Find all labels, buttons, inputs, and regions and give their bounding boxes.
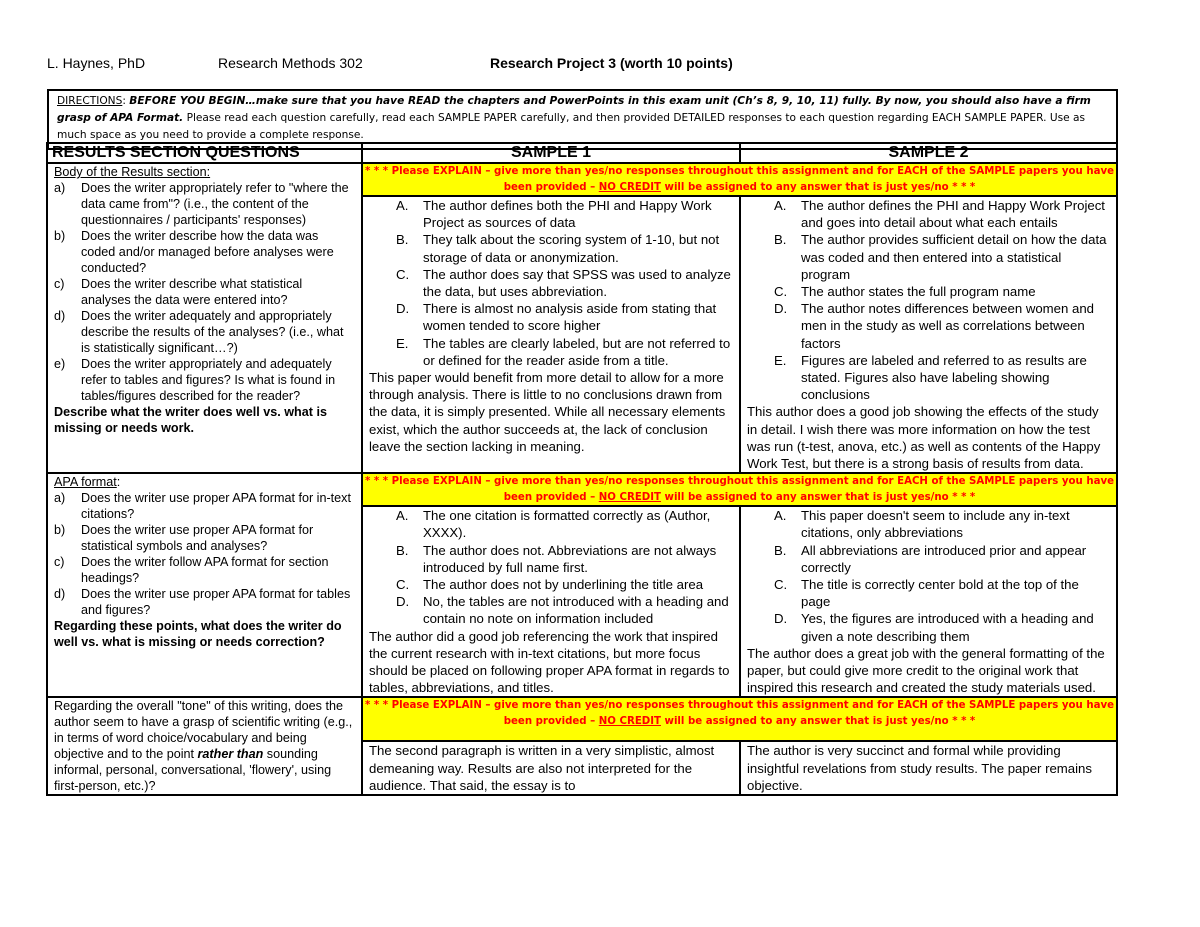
apa-sample2-answer: [740, 506, 1117, 697]
results-questions: [47, 163, 362, 473]
course-name: Research Methods 302: [218, 55, 363, 71]
answer-item: B. All abbreviations are introduced prior and appear correctly: [774, 542, 1087, 575]
answer-item: E. The tables are clearly labeled, but are not referred to or defined for the reader aside from a title.: [396, 335, 731, 368]
results-sample1-answer: [362, 196, 740, 473]
answer-summary: The author does a great job with the general formatting of the paper, but could give more credit to the original work that inspired this research and created the study materials used.: [747, 645, 1105, 696]
answer-item: C. The author states the full program name: [774, 284, 1036, 300]
questions-table: [46, 142, 1118, 796]
apa-question-title: APA format: [54, 475, 117, 490]
page-header: [47, 55, 1113, 75]
question-item: b) Does the writer describe how the data was coded and/or managed before analyses were conducted?: [54, 229, 334, 275]
answer-item: B. The author does not. Abbreviations are not always introduced by full name first.: [396, 542, 717, 575]
answer-item: A. This paper doesn't seem to include any in-text citations, only abbreviations: [774, 508, 1070, 541]
directions-label: DIRECTIONS: [57, 95, 123, 107]
question-item: c) Does the writer follow APA format for section headings?: [54, 555, 329, 586]
apa-prompt: Regarding these points, what does the writer do well vs. what is missing or needs correction?: [54, 619, 342, 650]
answer-item: C. The author does say that SPSS was used to analyze the data, but uses abbreviation.: [396, 266, 731, 300]
sample1-header: SAMPLE 1: [362, 143, 740, 163]
answer-item: D. There is almost no analysis aside from stating that women tended to score higher: [396, 301, 717, 334]
answer-item: D. No, the tables are not introduced with a heading and contain no note on information included: [396, 594, 729, 627]
results-prompt: Describe what the writer does well vs. what is missing or needs work.: [54, 405, 327, 435]
answer-item: D. Yes, the figures are introduced with a heading and given a note describing them: [774, 611, 1094, 644]
tone-sample2-answer: The author is very succinct and formal while providing insightful revelations from study results. The paper remains objective.: [740, 741, 1117, 795]
question-item: e) Does the writer appropriately and adequately refer to tables and figures? Is what is found in tables/figures described for the reader?: [54, 357, 336, 403]
directions-box: DIRECTIONS: BEFORE YOU BEGIN…make sure that you have READ the chapters and PowerPoints in this exam unit (Ch’s 8, 9, 10, 11) fully. By now, you should also have a firm grasp of APA Format. Please read each question carefully, read each SAMPLE PAPER carefully, and then provided DETAILED responses to each question regarding EACH SAMPLE PAPER. Use as much space as you need to provide a complete response.: [47, 89, 1118, 150]
answer-item: B. They talk about the scoring system of 1-10, but not storage of data or anonymization.: [396, 232, 720, 265]
warning-banner: * * * Please EXPLAIN – give more than yes/no responses throughout this assignment and for EACH of the SAMPLE papers you have been provided – NO CREDIT will be assigned to any answer that is just yes/no * * *: [362, 473, 1117, 506]
sample2-header: SAMPLE 2: [740, 143, 1117, 163]
answer-item: A. The one citation is formatted correctly as (Author, XXXX).: [396, 508, 711, 541]
directions-emphasis: BEFORE YOU BEGIN…make sure that you have READ the chapters and PowerPoints in this exam unit (Ch’s 8, 9, 10, 11) fully. By now, you should also have a firm grasp of APA Format.: [57, 95, 1091, 124]
answer-item: A. The author defines both the PHI and Happy Work Project as sources of data: [396, 198, 712, 231]
results-sample2-answer: [740, 196, 1117, 473]
apa-questions: APA format: a) Does the writer use proper APA format for in-text citations? b) Does the writer use proper APA format for statistical symbols and analyses? c) Does the writer follow APA format for section headings? d) Does the writer use proper APA format for tables and figures? Regarding these points, what does the writer do well vs. what is missing or needs correction?: [47, 473, 362, 697]
answer-summary: This author does a good job showing the effects of the study in detail. I wish there was more information on how the test was run (t-test, anova, etc.) as well as contents of the Happy Work Test, but there is a strong basis of results from data.: [747, 404, 1101, 472]
answer-summary: The author did a good job referencing the work that inspired the current research with in-text citations, but more focus should be placed on following proper APA format in regards to tables, abbreviations, and titles.: [369, 628, 730, 696]
tone-sample1-answer: The second paragraph is written in a very simplistic, almost demeaning way. Results are also not interpreted for the audience. That said, the essay is to: [362, 741, 740, 795]
tone-question: Regarding the overall "tone" of this writing, does the author seem to have a grasp of scientific writing (e.g., in terms of word choice/vocabulary and being objective and to the point rather than sounding informal, personal, conversational, 'flowery', using first-person, etc.)?: [47, 697, 362, 795]
answer-item: C. The author does not by underlining the title area: [396, 577, 704, 593]
question-item: a) Does the writer use proper APA format for in-text citations?: [54, 491, 351, 522]
question-item: d) Does the writer use proper APA format for tables and figures?: [54, 587, 351, 618]
directions-body: Please read each question carefully, read each SAMPLE PAPER carefully, and then provided DETAILED responses to each question regarding EACH SAMPLE PAPER. Use as much space as you need to provide a complete response.: [57, 112, 1085, 141]
question-item: d) Does the writer adequately and appropriately describe the results of the analyses? (i.e., what is statistically significant…?): [54, 309, 344, 355]
answer-item: C. The title is correctly center bold at the top of the page: [774, 577, 1079, 610]
assignment-title: Research Project 3 (worth 10 points): [490, 55, 733, 71]
questions-header: RESULTS SECTION QUESTIONS: [47, 143, 362, 163]
results-question-title: Body of the Results section:: [54, 165, 211, 179]
question-item: c) Does the writer describe what statistical analyses the data were entered into?: [54, 277, 303, 307]
question-item: b) Does the writer use proper APA format for statistical symbols and analyses?: [54, 523, 314, 554]
warning-banner: * * * Please EXPLAIN – give more than yes/no responses throughout this assignment and for EACH of the SAMPLE papers you have been provided – NO CREDIT will be assigned to any answer that is just yes/no * * *: [362, 697, 1117, 741]
answer-item: E. Figures are labeled and referred to as results are stated. Figures also have labeling showing conclusions: [774, 352, 1087, 403]
apa-sample1-answer: [362, 506, 740, 697]
answer-summary: This paper would benefit from more detail to allow for a more through analysis. There is little to no conclusions drawn from the data, it is simply presented. While all necessary elements exist, which the author succeeds at, the lack of conclusion leave the section lacking in meaning.: [369, 370, 726, 454]
question-item: a) Does the writer appropriately refer to "where the data came from"? (i.e., the content of the questionnaires / participants' responses): [54, 181, 349, 227]
author-name: L. Haynes, PhD: [47, 55, 146, 71]
answer-item: A. The author defines the PHI and Happy Work Project and goes into detail about what each entails: [774, 198, 1105, 231]
answer-item: D. The author notes differences between women and men in the study as well as correlations between factors: [774, 301, 1095, 351]
answer-item: B. The author provides sufficient detail on how the data was coded and then entered into a statistical program: [774, 232, 1107, 282]
warning-banner: * * * Please EXPLAIN – give more than yes/no responses throughout this assignment and for EACH of the SAMPLE papers you have been provided – NO CREDIT will be assigned to any answer that is just yes/no * * *: [362, 163, 1117, 196]
